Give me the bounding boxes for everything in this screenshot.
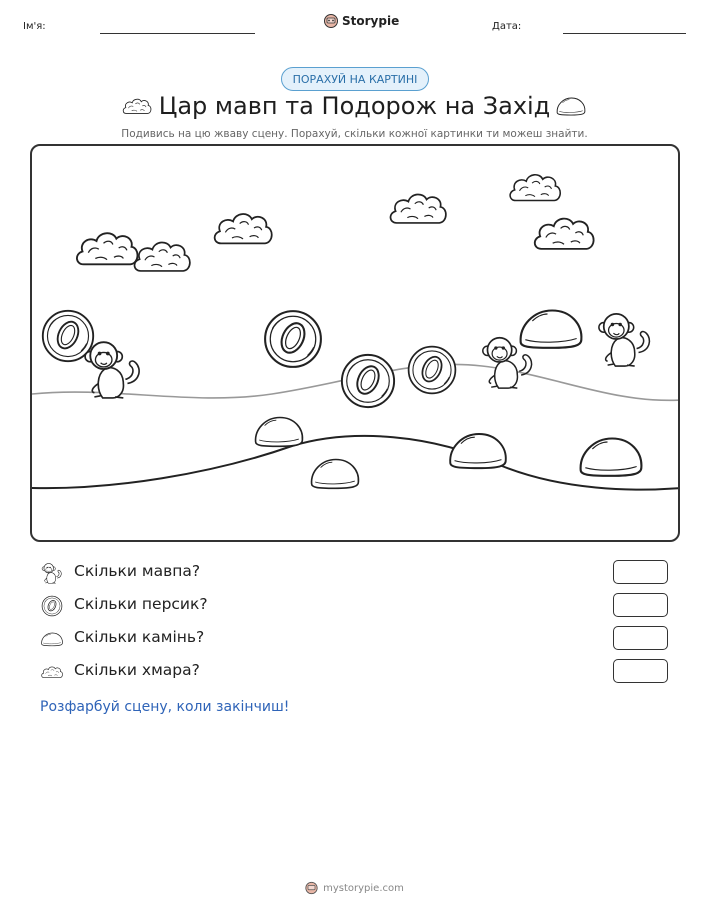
stone (521, 311, 582, 348)
brand-logo (324, 13, 399, 29)
name-field[interactable] (100, 33, 255, 34)
cloud (535, 219, 594, 249)
footer (0, 881, 709, 895)
question-row-stone (40, 626, 670, 652)
monkey-icon (40, 562, 64, 584)
stone (450, 434, 506, 468)
title-stone-icon (555, 94, 587, 118)
monkey (599, 314, 650, 366)
brand-name: Storypie (342, 14, 400, 28)
peach (265, 311, 321, 367)
cloud (135, 242, 190, 270)
question-row-monkey (40, 560, 670, 586)
peach (342, 355, 394, 407)
stone-icon (40, 628, 64, 650)
stone (256, 418, 303, 447)
peach (409, 347, 456, 394)
question-row-peach (40, 593, 670, 619)
question-text: Скільки мавпа? (74, 562, 201, 580)
storypie-mascot-icon (305, 881, 318, 895)
answer-box-cloud[interactable] (613, 659, 668, 683)
footer-url[interactable]: mystorypie.com (323, 882, 404, 894)
peach-icon (40, 595, 64, 617)
question-text: Скільки персик? (74, 595, 208, 613)
question-text: Скільки камінь? (74, 628, 205, 646)
cloud (510, 175, 560, 201)
monkey (85, 342, 139, 398)
answer-box-monkey[interactable] (613, 560, 668, 584)
counting-scene (30, 144, 680, 542)
question-text: Скільки хмара? (74, 661, 200, 679)
stone (581, 439, 642, 476)
scene-drawing (32, 146, 680, 542)
cloud-icon (40, 661, 64, 683)
page-title: Цар мавп та Подорож на Захід (158, 92, 551, 120)
cloud (215, 214, 272, 243)
date-label: Дата: (492, 21, 522, 32)
answer-box-peach[interactable] (613, 593, 668, 617)
activity-badge: ПОРАХУЙ НА КАРТИНІ (281, 67, 429, 91)
date-field[interactable] (563, 33, 686, 34)
name-label: Ім'я: (23, 21, 46, 32)
cloud (391, 194, 446, 222)
coloring-instruction: Розфарбуй сцену, коли закінчиш! (40, 699, 290, 715)
answer-box-stone[interactable] (613, 626, 668, 650)
instructions: Подивись на цю жваву сцену. Порахуй, скільки кожної картинки ти можеш знайти. (121, 128, 588, 140)
cloud (77, 233, 138, 264)
question-row-cloud (40, 659, 670, 685)
storypie-mascot-icon (324, 13, 338, 29)
stone (312, 460, 359, 489)
